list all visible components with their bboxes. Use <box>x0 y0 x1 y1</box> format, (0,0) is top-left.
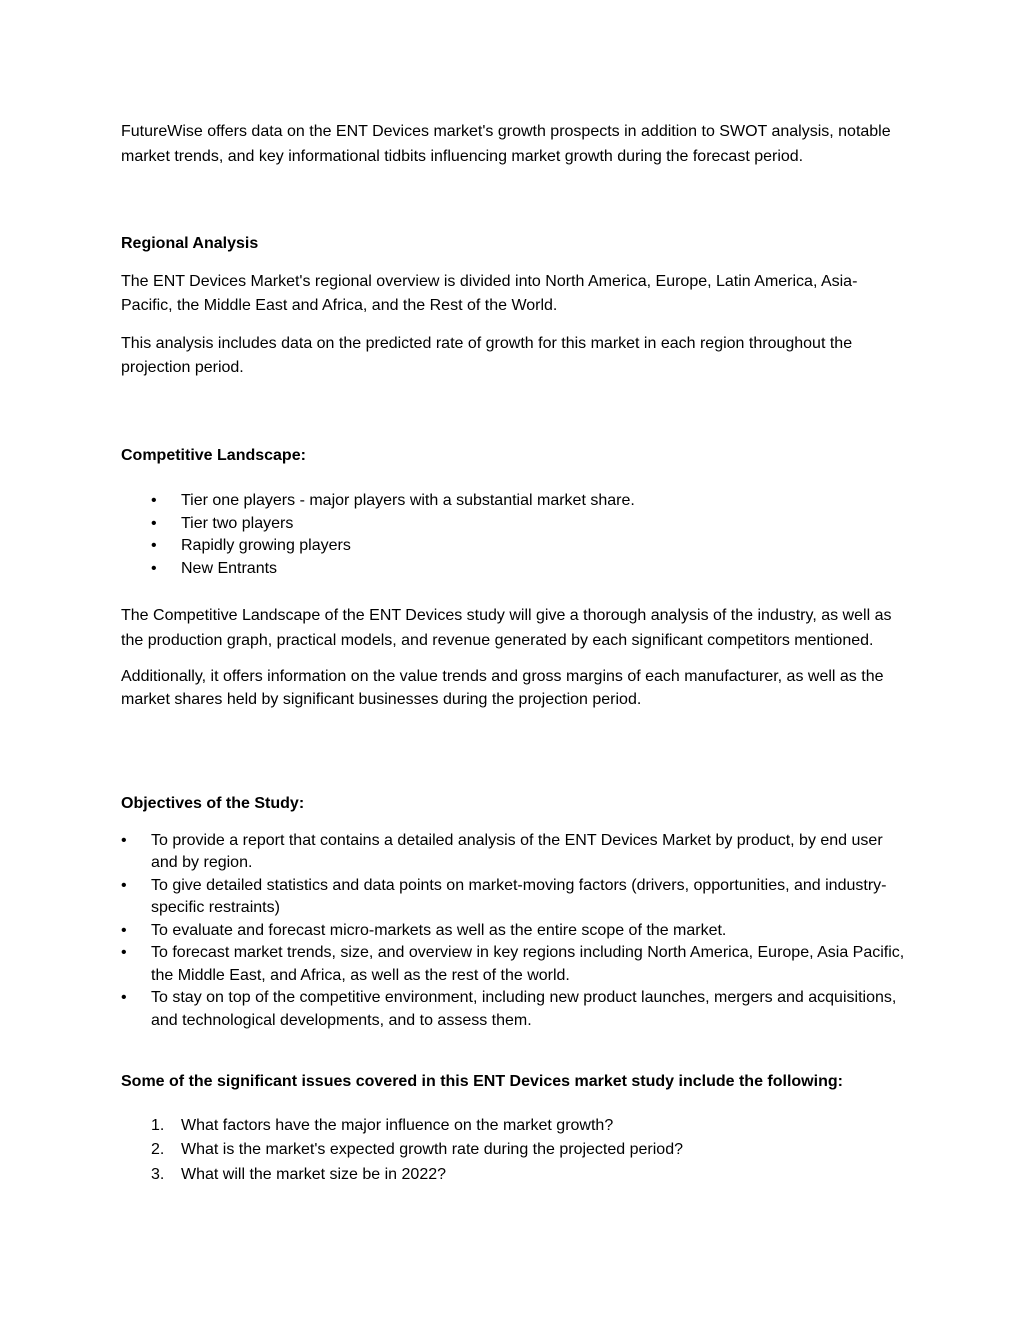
list-item <box>121 558 906 581</box>
list-item <box>121 830 906 875</box>
list-item <box>121 490 906 513</box>
bullet-marker: • <box>151 514 157 532</box>
regional-paragraph-2: This analysis includes data on the predicted rate of growth for this market in each region throughout the projection period. <box>121 334 853 376</box>
list-item-text: Tier two players <box>181 514 294 532</box>
list-item-text: To evaluate and forecast micro-markets as well as the entire scope of the market. <box>151 921 727 939</box>
list-number: 3. <box>151 1165 165 1183</box>
list-item <box>121 1138 906 1163</box>
bullet-marker: • <box>121 876 127 894</box>
bullet-marker: • <box>151 559 157 577</box>
objectives-list <box>121 830 906 1033</box>
list-item <box>121 513 906 536</box>
competitive-paragraph-2: Additionally, it offers information on the value trends and gross margins of each manufacturer, as well as the market shares held by significant businesses during the projection period. <box>121 668 884 708</box>
competitive-tier-list <box>121 490 906 580</box>
bullet-marker: • <box>151 537 157 554</box>
list-item-text: Rapidly growing players <box>181 537 351 554</box>
list-item-text: To provide a report that contains a detailed analysis of the ENT Devices Market by product, by end user and by region. <box>151 831 883 871</box>
list-number: 2. <box>151 1141 165 1158</box>
list-item <box>121 875 906 920</box>
competitive-paragraph-1: The Competitive Landscape of the ENT Devices study will give a thorough analysis of the industry, as well as the production graph, practical models, and revenue generated by each significant competitors mentioned. <box>121 607 892 649</box>
list-item-text: What factors have the major influence on the market growth? <box>181 1116 614 1134</box>
regional-analysis-heading: Regional Analysis <box>121 235 259 252</box>
list-item <box>121 942 906 987</box>
list-item-text: To give detailed statistics and data points on market-moving factors (drivers, opportunities, and industry-specific restraints) <box>151 876 887 916</box>
bullet-marker: • <box>121 831 127 849</box>
list-item-text: Tier one players - major players with a substantial market share. <box>181 492 635 509</box>
intro-paragraph: FutureWise offers data on the ENT Devices market's growth prospects in addition to SWOT analysis, notable market trends, and key informational tidbits influencing market growth during the forecast period. <box>121 123 891 165</box>
list-number: 1. <box>151 1116 165 1134</box>
bullet-marker: • <box>121 944 127 961</box>
issues-list <box>121 1114 906 1188</box>
issues-heading: Some of the significant issues covered in this ENT Devices market study include the following: <box>121 1073 843 1090</box>
list-item <box>121 1163 906 1188</box>
objectives-heading: Objectives of the Study: <box>121 795 305 812</box>
bullet-marker: • <box>151 492 157 509</box>
competitive-landscape-heading: Competitive Landscape: <box>121 446 306 464</box>
list-item-text: What will the market size be in 2022? <box>181 1165 447 1183</box>
document-body <box>121 120 906 1187</box>
list-item <box>121 920 906 943</box>
list-item <box>121 987 906 1032</box>
list-item-text: What is the market's expected growth rate during the projected period? <box>181 1141 683 1158</box>
list-item-text: To stay on top of the competitive environment, including new product launches, mergers and acquisitions, and technological developments, and to assess them. <box>151 989 897 1029</box>
regional-paragraph-1: The ENT Devices Market's regional overview is divided into North America, Europe, Latin America, Asia-Pacific, the Middle East and Africa, and the Rest of the World. <box>121 272 858 314</box>
list-item <box>121 1114 906 1139</box>
list-item-text: To forecast market trends, size, and overview in key regions including North America, Europe, Asia Pacific, the Middle East, and Africa, as well as the rest of the world. <box>151 944 905 984</box>
bullet-marker: • <box>121 921 127 939</box>
bullet-marker: • <box>121 989 127 1006</box>
list-item <box>121 535 906 558</box>
list-item-text: New Entrants <box>181 559 278 577</box>
